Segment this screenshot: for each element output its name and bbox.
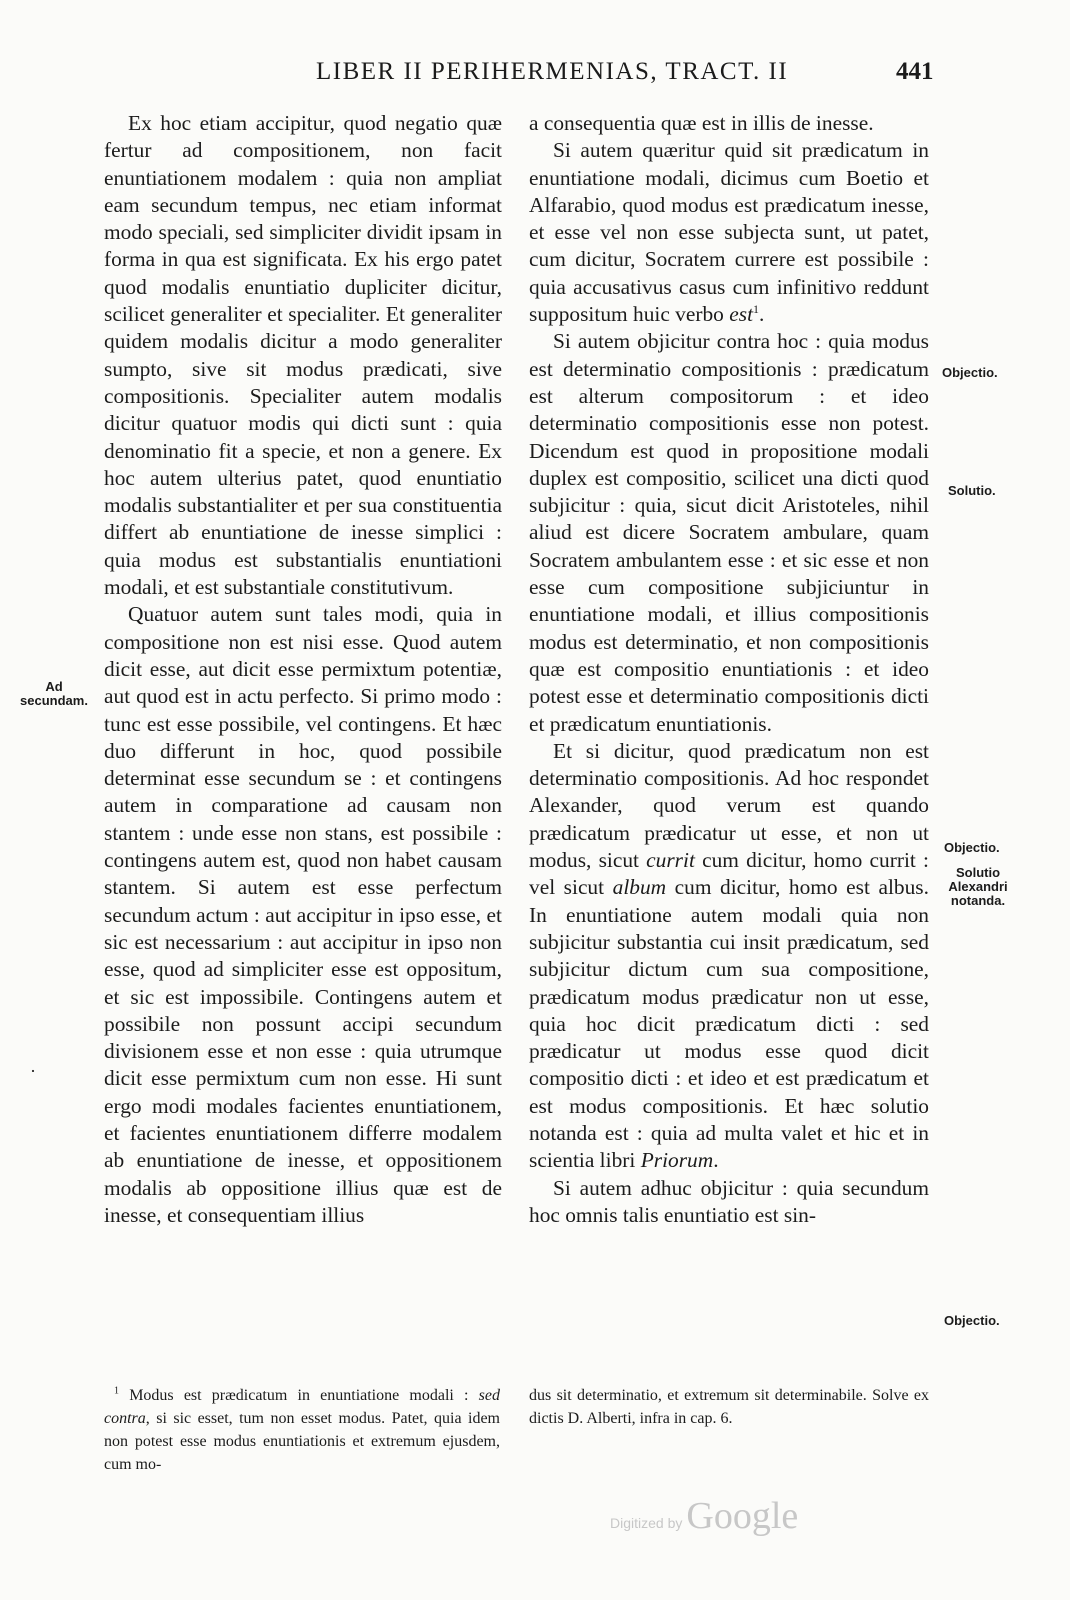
paragraph-text: cum dicitur, homo currit : vel sicut (529, 848, 929, 900)
margin-note-solutio-alexandri: Solutio Alexandri notanda. (948, 865, 1008, 908)
running-head: LIBER II PERIHERMENIAS, TRACT. II (316, 58, 789, 85)
italic-word: album (612, 875, 667, 900)
margin-note-ad-secundam: Ad secundam. (20, 679, 88, 708)
paragraph-text: Et si dicitur, quod prædicatum non est determinatio compositionis. Ad hoc respondet Alexander, quod verum est quando prædicatum prædicatur ut esse, et non ut modus, sicut (529, 738, 929, 873)
ink-speck: · (30, 1061, 36, 1081)
paragraph: Ex hoc etiam accipitur, quod negatio quæ fertur ad compositionem, non facit enuntiationem modalem : quia non ampliat eam secundum tempus, nec etiam informat modo speciali, sed simpliciter dividit ipsam in forma in qua est significata. Ex his ergo patet quod modalis enuntiatio dupliciter dicitur, scilicet generaliter et specialiter. Et generaliter quidem modalis dicitur a modo generaliter sumpto, sive sit modus prædicati, sive compositionis. Specialiter autem modalis dicitur quatuor modis qui dicti sunt : quia denominatio fit a specie, et non a genere. Ex hoc autem ulterius patet, quod enuntiatio modalis substantialiter et per sua constituentia differt ab enuntiatione de inesse simplici : quia modus est substantialis enuntiationi modali, et est substantiale constitutivum. (104, 111, 502, 600)
paragraph (529, 738, 929, 1175)
google-logo: Google (686, 1495, 799, 1537)
page-header (0, 58, 1070, 94)
footnote-text: Modus est prædicatum in enuntiatione modali : (129, 1387, 469, 1404)
paragraph: a consequentia quæ est in illis de inesse. (529, 111, 874, 135)
footnote-reference[interactable]: 1 (753, 301, 760, 316)
footnote-left (104, 1384, 500, 1476)
margin-note-objectio: Objectio. (944, 840, 1000, 855)
right-column (529, 110, 929, 1229)
margin-note-objectio: Objectio. (942, 365, 998, 380)
paragraph: Si autem objicitur contra hoc : quia modus est determinatio compositionis : prædicatum est alterum compositorum : et ideo determinatio compositionis esse non potest. Dicendum est quod in propositione modali duplex est compositio, scilicet una dicti quod subjicitur : quia, sicut dicit Aristoteles, nihil aliud est dicere Socratem ambulare, quam Socratem ambulantem esse : et sic esse et non esse cum compositione subjiciuntur in enuntiatione modali, et illius compositionis modus est determinatio, et non compositionis quæ est compositio enuntiationis : et ideo potest esse et determinatio compositionis dicti et prædicatum enuntiationis. (529, 329, 929, 736)
paragraph-text: Si autem quæritur quid sit prædicatum in enuntiatione modali, dicimus cum Boetio et Alfarabio, quod modus est prædicatum inesse, et esse vel non esse subjecta sunt, ut patet, cum dicitur, Socratem currere est possibile : quia accusativus casus cum infinitivo reddunt suppositum huic verbo (529, 138, 929, 327)
italic-word: est (729, 302, 754, 327)
page-number: 441 (896, 58, 934, 85)
italic-phrase: sed contra (104, 1387, 500, 1427)
paragraph: Si autem adhuc objicitur : quia secundum hoc omnis talis enuntiatio est sin- (529, 1175, 929, 1227)
footnote-right: dus sit determinatio, et extremum sit determinabile. Solve ex dictis D. Alberti, infra in cap. 6. (529, 1387, 929, 1427)
footnote-text: , si sic esset, tum non esset modus. Patet, quia idem non potest esse modus enuntiationis et extremum ejusdem, cum mo- (104, 1410, 500, 1473)
digitized-watermark (610, 1494, 798, 1538)
paragraph-text: . (713, 1148, 719, 1173)
paragraph-text: . (759, 302, 765, 327)
italic-word: currit (646, 848, 695, 873)
paragraph: Quatuor autem sunt tales modi, quia in compositione non est nisi esse. Quod autem dicit esse, aut dicit esse permixtum potentiæ, aut quod est in actu perfecto. Si primo modo : tunc est esse possibile, vel contingens. Et hæc duo differunt in hoc, quod possibile determinat esse secundum se : et contingens autem in comparatione ad causam non stantem : unde esse non stans, est possibile : contingens autem est, quod non habet causam stantem. Si autem est esse perfectum secundum actum : aut accipitur in ipso esse, et sic est necessarium : aut accipitur in ipso non esse, quod ad simpliciter esse est oppositum, et sic est impossibile. Contingens autem et possibile non possunt accipi secundum divisionem esse et non esse : quia utrumque dicit esse permixtum cum non esse. Hi sunt ergo modi modales facientes enuntiationem, et facientes enuntiationem differre modalem ab enuntiatione de inesse, et oppositionem modalis ab oppositione illius quæ est de inesse, et consequentiam illius (104, 602, 502, 1227)
paragraph (529, 137, 929, 328)
italic-word: Priorum (640, 1148, 714, 1173)
paragraph-text: cum dicitur, homo est albus. In enuntiatione autem modali quia non subjicitur substantia cui insit prædicatum, sed subjicitur dictum cum sua compositione, prædicatum modus prædicatur non ut esse, quia hoc dicit prædicatum dicti : sed prædicatur ut modus esse quod dicit compositio dicti : et ideo et est prædicatum et est modus compositionis. Et hæc solutio notanda est : quia ad multa valet et hic et in scientia libri (529, 875, 929, 1173)
watermark-prefix: Digitized by (610, 1515, 683, 1531)
margin-note-solutio: Solutio. (948, 483, 996, 498)
footnote-number: 1 (114, 1385, 119, 1397)
left-column (104, 110, 502, 1229)
margin-note-objectio: Objectio. (944, 1313, 1000, 1328)
